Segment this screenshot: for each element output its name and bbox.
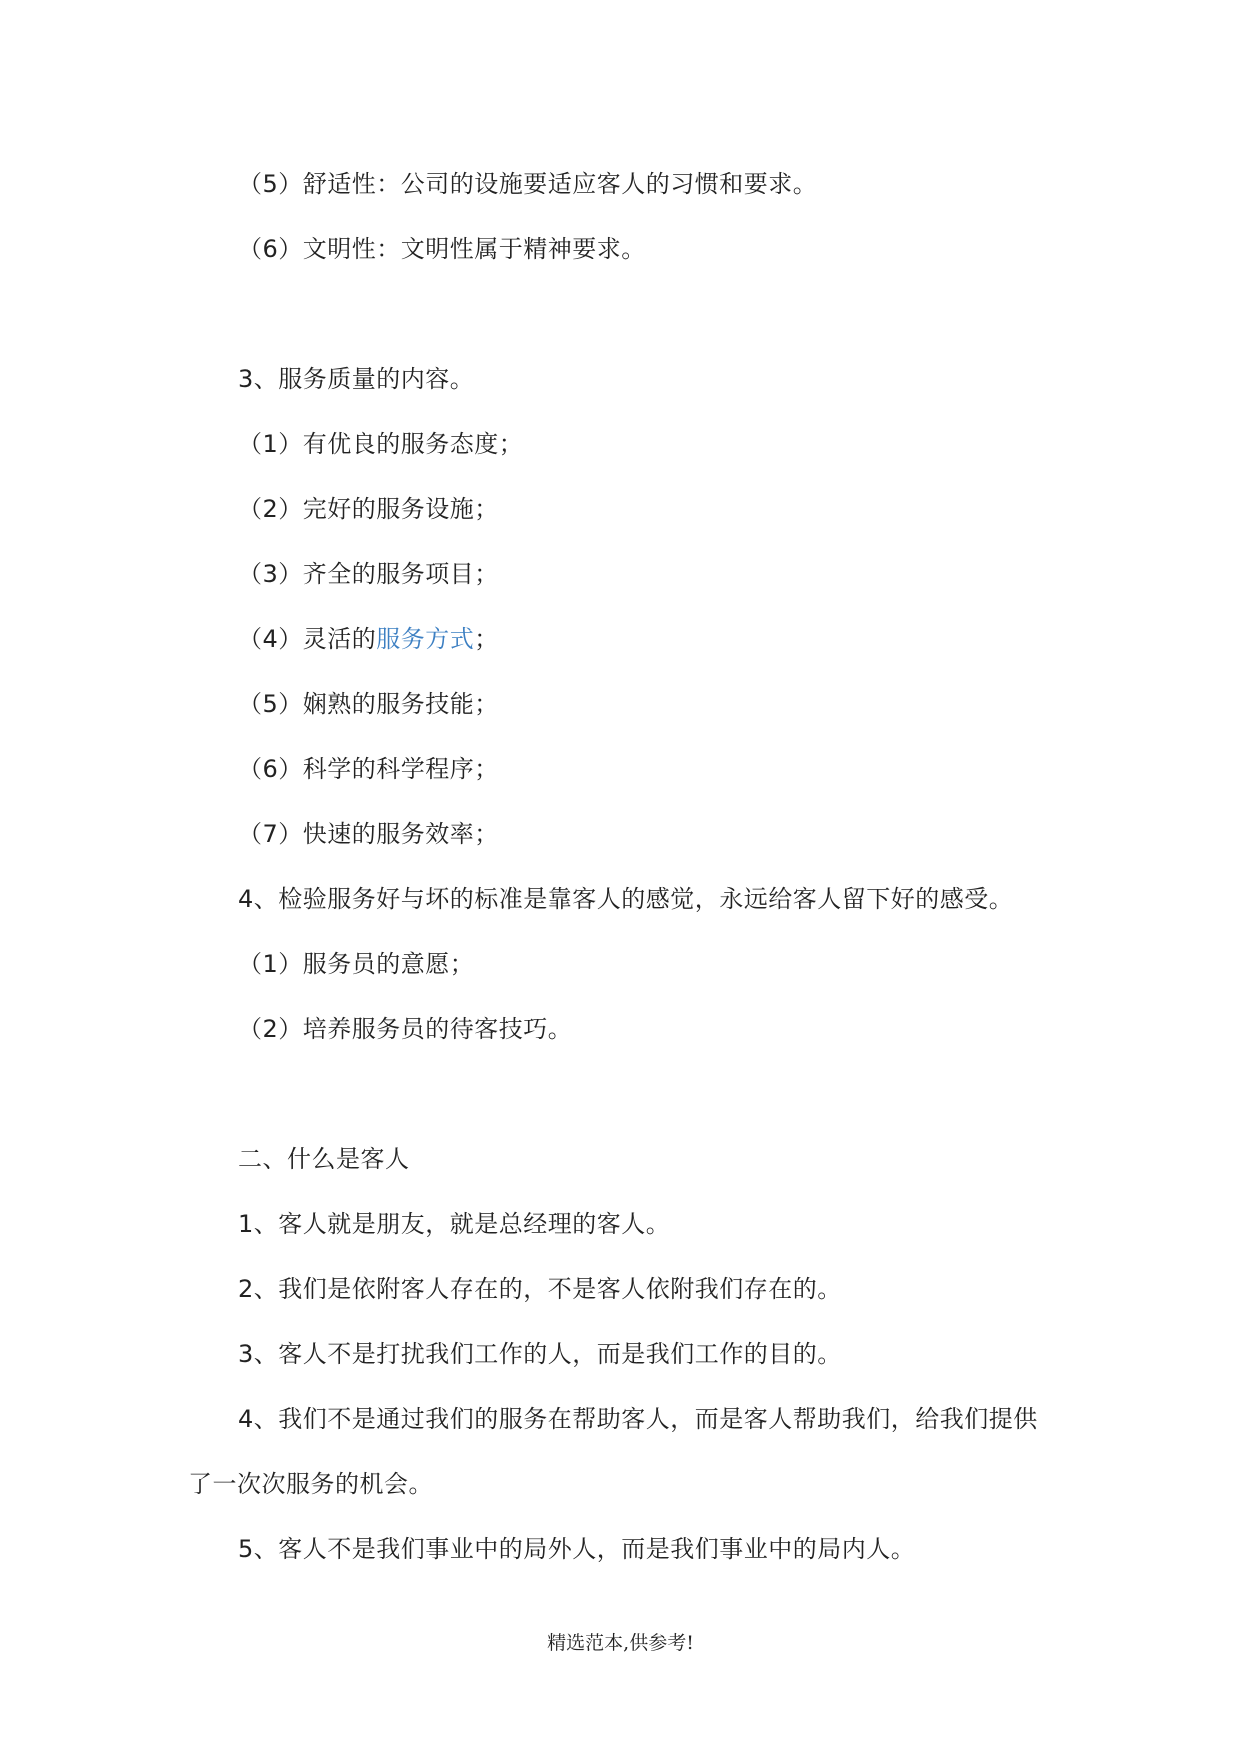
list-item: （1）有优良的服务态度；	[238, 430, 524, 458]
list-item: （6）科学的科学程序；	[238, 755, 499, 783]
paragraph-civility: （6）文明性：文明性属于精神要求。	[238, 235, 646, 263]
list-item: 3、客人不是打扰我们工作的人，而是我们工作的目的。	[238, 1340, 842, 1368]
paragraph-comfort: （5）舒适性：公司的设施要适应客人的习惯和要求。	[238, 170, 818, 198]
list-item: （2）培养服务员的待客技巧。	[238, 1015, 573, 1043]
section-heading-service-quality: 3、服务质量的内容。	[238, 365, 475, 393]
list-item: 1、客人就是朋友，就是总经理的客人。	[238, 1210, 671, 1238]
list-item: 4、我们不是通过我们的服务在帮助客人，而是客人帮助我们，给我们提供	[238, 1405, 1038, 1433]
list-item: （5）娴熟的服务技能；	[238, 690, 499, 718]
list-item: 5、客人不是我们事业中的局外人，而是我们事业中的局内人。	[238, 1535, 916, 1563]
list-item: （7）快速的服务效率；	[238, 820, 499, 848]
list-item-service-method	[238, 623, 499, 655]
list-item: （3）齐全的服务项目；	[238, 560, 499, 588]
list-item-continuation: 了一次次服务的机会。	[188, 1470, 433, 1498]
list-item-suffix: ；	[474, 625, 499, 653]
page-footer: 精选范本,供参考!	[547, 1632, 694, 1654]
list-item: （2）完好的服务设施；	[238, 495, 499, 523]
service-method-link[interactable]: 服务方式	[376, 625, 475, 653]
list-item-prefix: （4）灵活的	[238, 625, 377, 653]
section-heading-what-is-guest: 二、什么是客人	[238, 1145, 410, 1173]
list-item: 2、我们是依附客人存在的，不是客人依附我们存在的。	[238, 1275, 842, 1303]
list-item: （1）服务员的意愿；	[238, 950, 475, 978]
paragraph-service-standard: 4、检验服务好与坏的标准是靠客人的感觉，永远给客人留下好的感受。	[238, 885, 1014, 913]
